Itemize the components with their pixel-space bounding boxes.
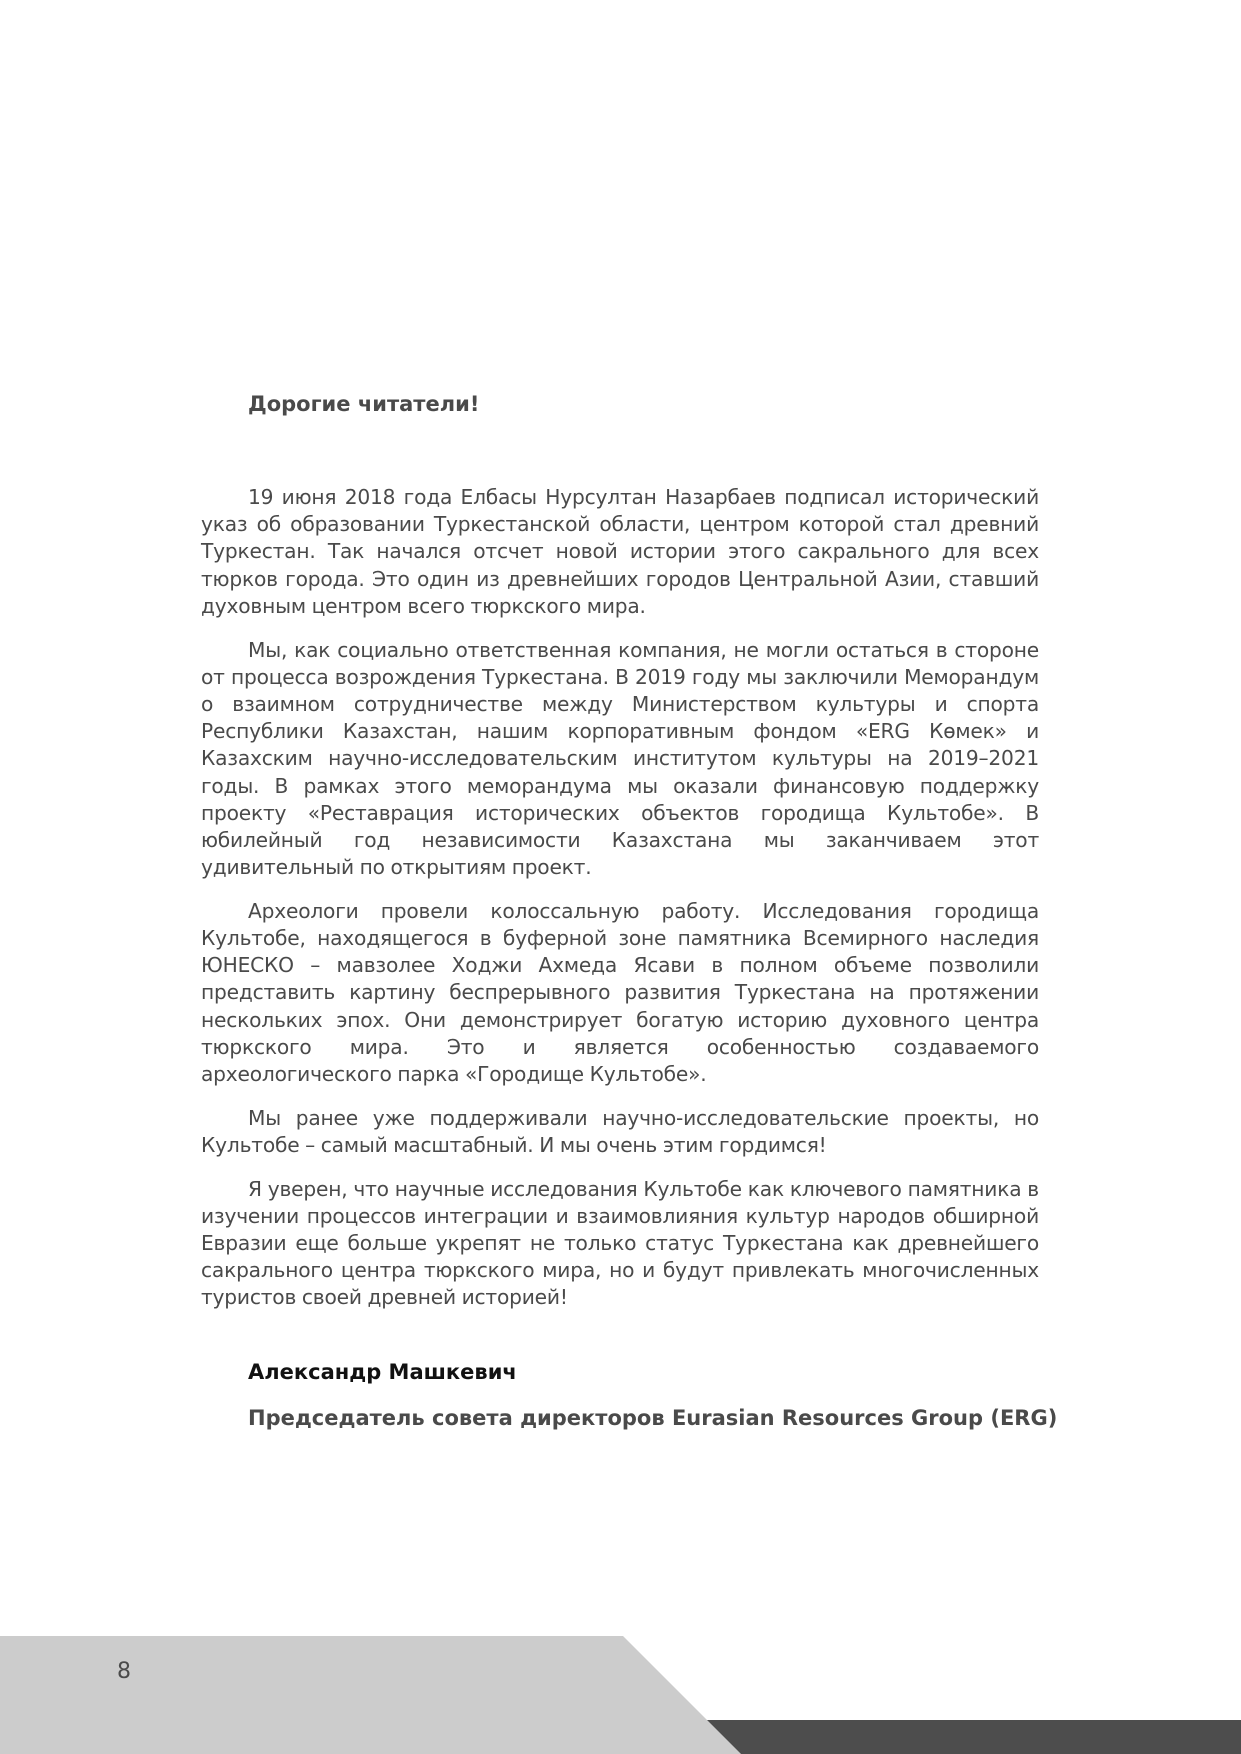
signature-name: Александр Машкевич <box>248 1360 517 1384</box>
paragraph-2: Мы, как социально ответственная компания, не могли остаться в стороне от процесса возрождения Туркестана. В 2019 году мы заключили Меморандум о взаимном сотрудничестве между Министерством культуры и спорта Республики Казахстан, нашим корпоративным фондом «ERG Көмек» и Казахским научно-исследовательским институтом культуры на 2019–2021 годы. В рамках этого меморандума мы оказали финансовую поддержку проекту «Реставрация исторических объектов городища Культобе». В юбилейный год независимости Казахстана мы заканчиваем этот удивительный по открытиям проект. <box>201 637 1039 880</box>
footer-dark-band <box>707 1720 1241 1754</box>
letter-body <box>201 484 1039 1328</box>
paragraph-3: Археологи провели колоссальную работу. Исследования городища Культобе, находящегося в буферной зоне памятника Всемирного наследия ЮНЕСКО – мавзолее Ходжи Ахмеда Ясави в полном объеме позволили представить картину беспрерывного развития Туркестана на протяжении нескольких эпох. Они демонстрирует богатую историю духовного центра тюркского мира. Это и является особенностью создаваемого археологического парка «Городище Культобе». <box>201 898 1039 1087</box>
greeting-heading: Дорогие читатели! <box>248 392 480 416</box>
footer-decoration <box>0 1630 1241 1754</box>
page-number: 8 <box>117 1659 131 1684</box>
signature-title: Председатель совета директоров Eurasian Resources Group (ERG) <box>248 1406 1058 1430</box>
paragraph-5: Я уверен, что научные исследования Культобе как ключевого памятника в изучении процессов интеграции и взаимовлияния культур народов обширной Евразии еще больше укрепят не только статус Туркестана как древнейшего сакрального центра тюркского мира, но и будут привлекать многочисленных туристов своей древней историей! <box>201 1176 1039 1310</box>
paragraph-4: Мы ранее уже поддерживали научно-исследовательские проекты, но Культобе – самый масштабный. И мы очень этим гордимся! <box>201 1105 1039 1157</box>
footer-light-band <box>0 1636 741 1754</box>
paragraph-1: 19 июня 2018 года Елбасы Нурсултан Назарбаев подписал исторический указ об образовании Туркестанской области, центром которой стал древний Туркестан. Так начался отсчет новой истории этого сакрального для всех тюрков города. Это один из древнейших городов Центральной Азии, ставший духовным центром всего тюркского мира. <box>201 485 1039 618</box>
